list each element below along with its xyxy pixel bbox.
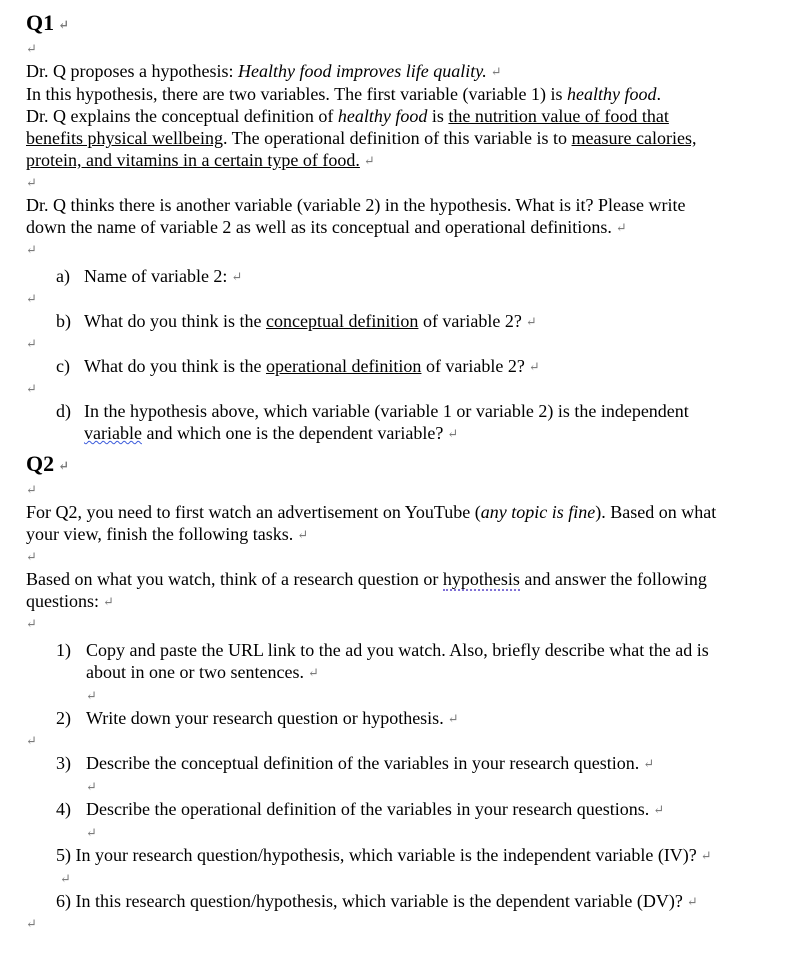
grammar-marked-word: hypothesis — [442, 569, 520, 589]
paragraph-mark: ↵ — [26, 381, 37, 396]
paragraph-mark: ↵ — [26, 242, 37, 257]
paragraph-mark: ↵ — [26, 336, 37, 351]
q2-heading: Q2 ↵ — [26, 451, 70, 476]
paragraph-mark: ↵ — [26, 291, 37, 306]
q1-item-a: a) Name of variable 2: ↵ — [56, 266, 243, 286]
paragraph-mark: ↵ — [26, 41, 37, 56]
q1-heading: Q1 ↵ — [26, 10, 70, 35]
conceptual-definition-text: the nutrition value of food that benefits physical wellbeing — [26, 106, 669, 148]
paragraph-mark: ↵ — [26, 549, 37, 564]
q2-intro: For Q2, you need to first watch an advertisement on YouTube (any topic is fine). Based on what your view, finish the following tasks. ↵ — [26, 502, 717, 544]
q2-item-4: 4) Describe the operational definition of the variables in your research questions. ↵ ↵ — [56, 799, 665, 840]
document-page — [26, 4, 726, 935]
q2-item-2: 2) Write down your research question or hypothesis. ↵ — [56, 708, 459, 728]
q1-item-d: d) In the hypothesis above, which variable (variable 1 or variable 2) is the independent variable and which one is the dependent variable? ↵ — [56, 401, 689, 443]
q1-item-b: b) What do you think is the conceptual definition of variable 2? ↵ — [56, 311, 537, 331]
q2-item-6: 6) In this research question/hypothesis, which variable is the dependent variable (DV)? ↵ — [56, 891, 698, 911]
q1-item-c: c) What do you think is the operational definition of variable 2? ↵ — [56, 356, 540, 376]
paragraph-mark: ↵ — [26, 916, 37, 931]
q2-item-3: 3) Describe the conceptual definition of the variables in your research question. ↵ ↵ — [56, 753, 655, 794]
q1-intro: Dr. Q proposes a hypothesis: Healthy food improves life quality. ↵ In this hypothesis, there are two variables. The first variable (variable 1) is healthy food. Dr. Q explains the conceptual definition of healthy food is the nutrition value of food that benefits physical wellbeing. The operational definition of this variable is to measure calories, protein, and vitamins in a certain type of food. ↵ — [26, 61, 697, 170]
paragraph-mark: ↵ — [26, 482, 37, 497]
spellcheck-underlined-word: variable — [84, 423, 142, 443]
operational-definition-text: measure calories, protein, and vitamins in a certain type of food. — [26, 128, 697, 170]
paragraph-mark: ↵ — [26, 616, 37, 631]
q2-based: Based on what you watch, think of a research question or hypothesis and answer the following questions: ↵ — [26, 569, 707, 611]
q2-item-1: 1) Copy and paste the URL link to the ad you watch. Also, briefly describe what the ad is about in one or two sentences. ↵ ↵ — [56, 640, 709, 703]
paragraph-mark: ↵ — [26, 175, 37, 190]
q1-question: Dr. Q thinks there is another variable (variable 2) in the hypothesis. What is it? Please write down the name of variable 2 as well as its conceptual and operational definitions. ↵ — [26, 195, 686, 237]
paragraph-mark: ↵ — [26, 733, 37, 748]
q2-item-5: 5) In your research question/hypothesis, which variable is the independent variable (IV)? ↵ ↵ — [56, 845, 712, 886]
